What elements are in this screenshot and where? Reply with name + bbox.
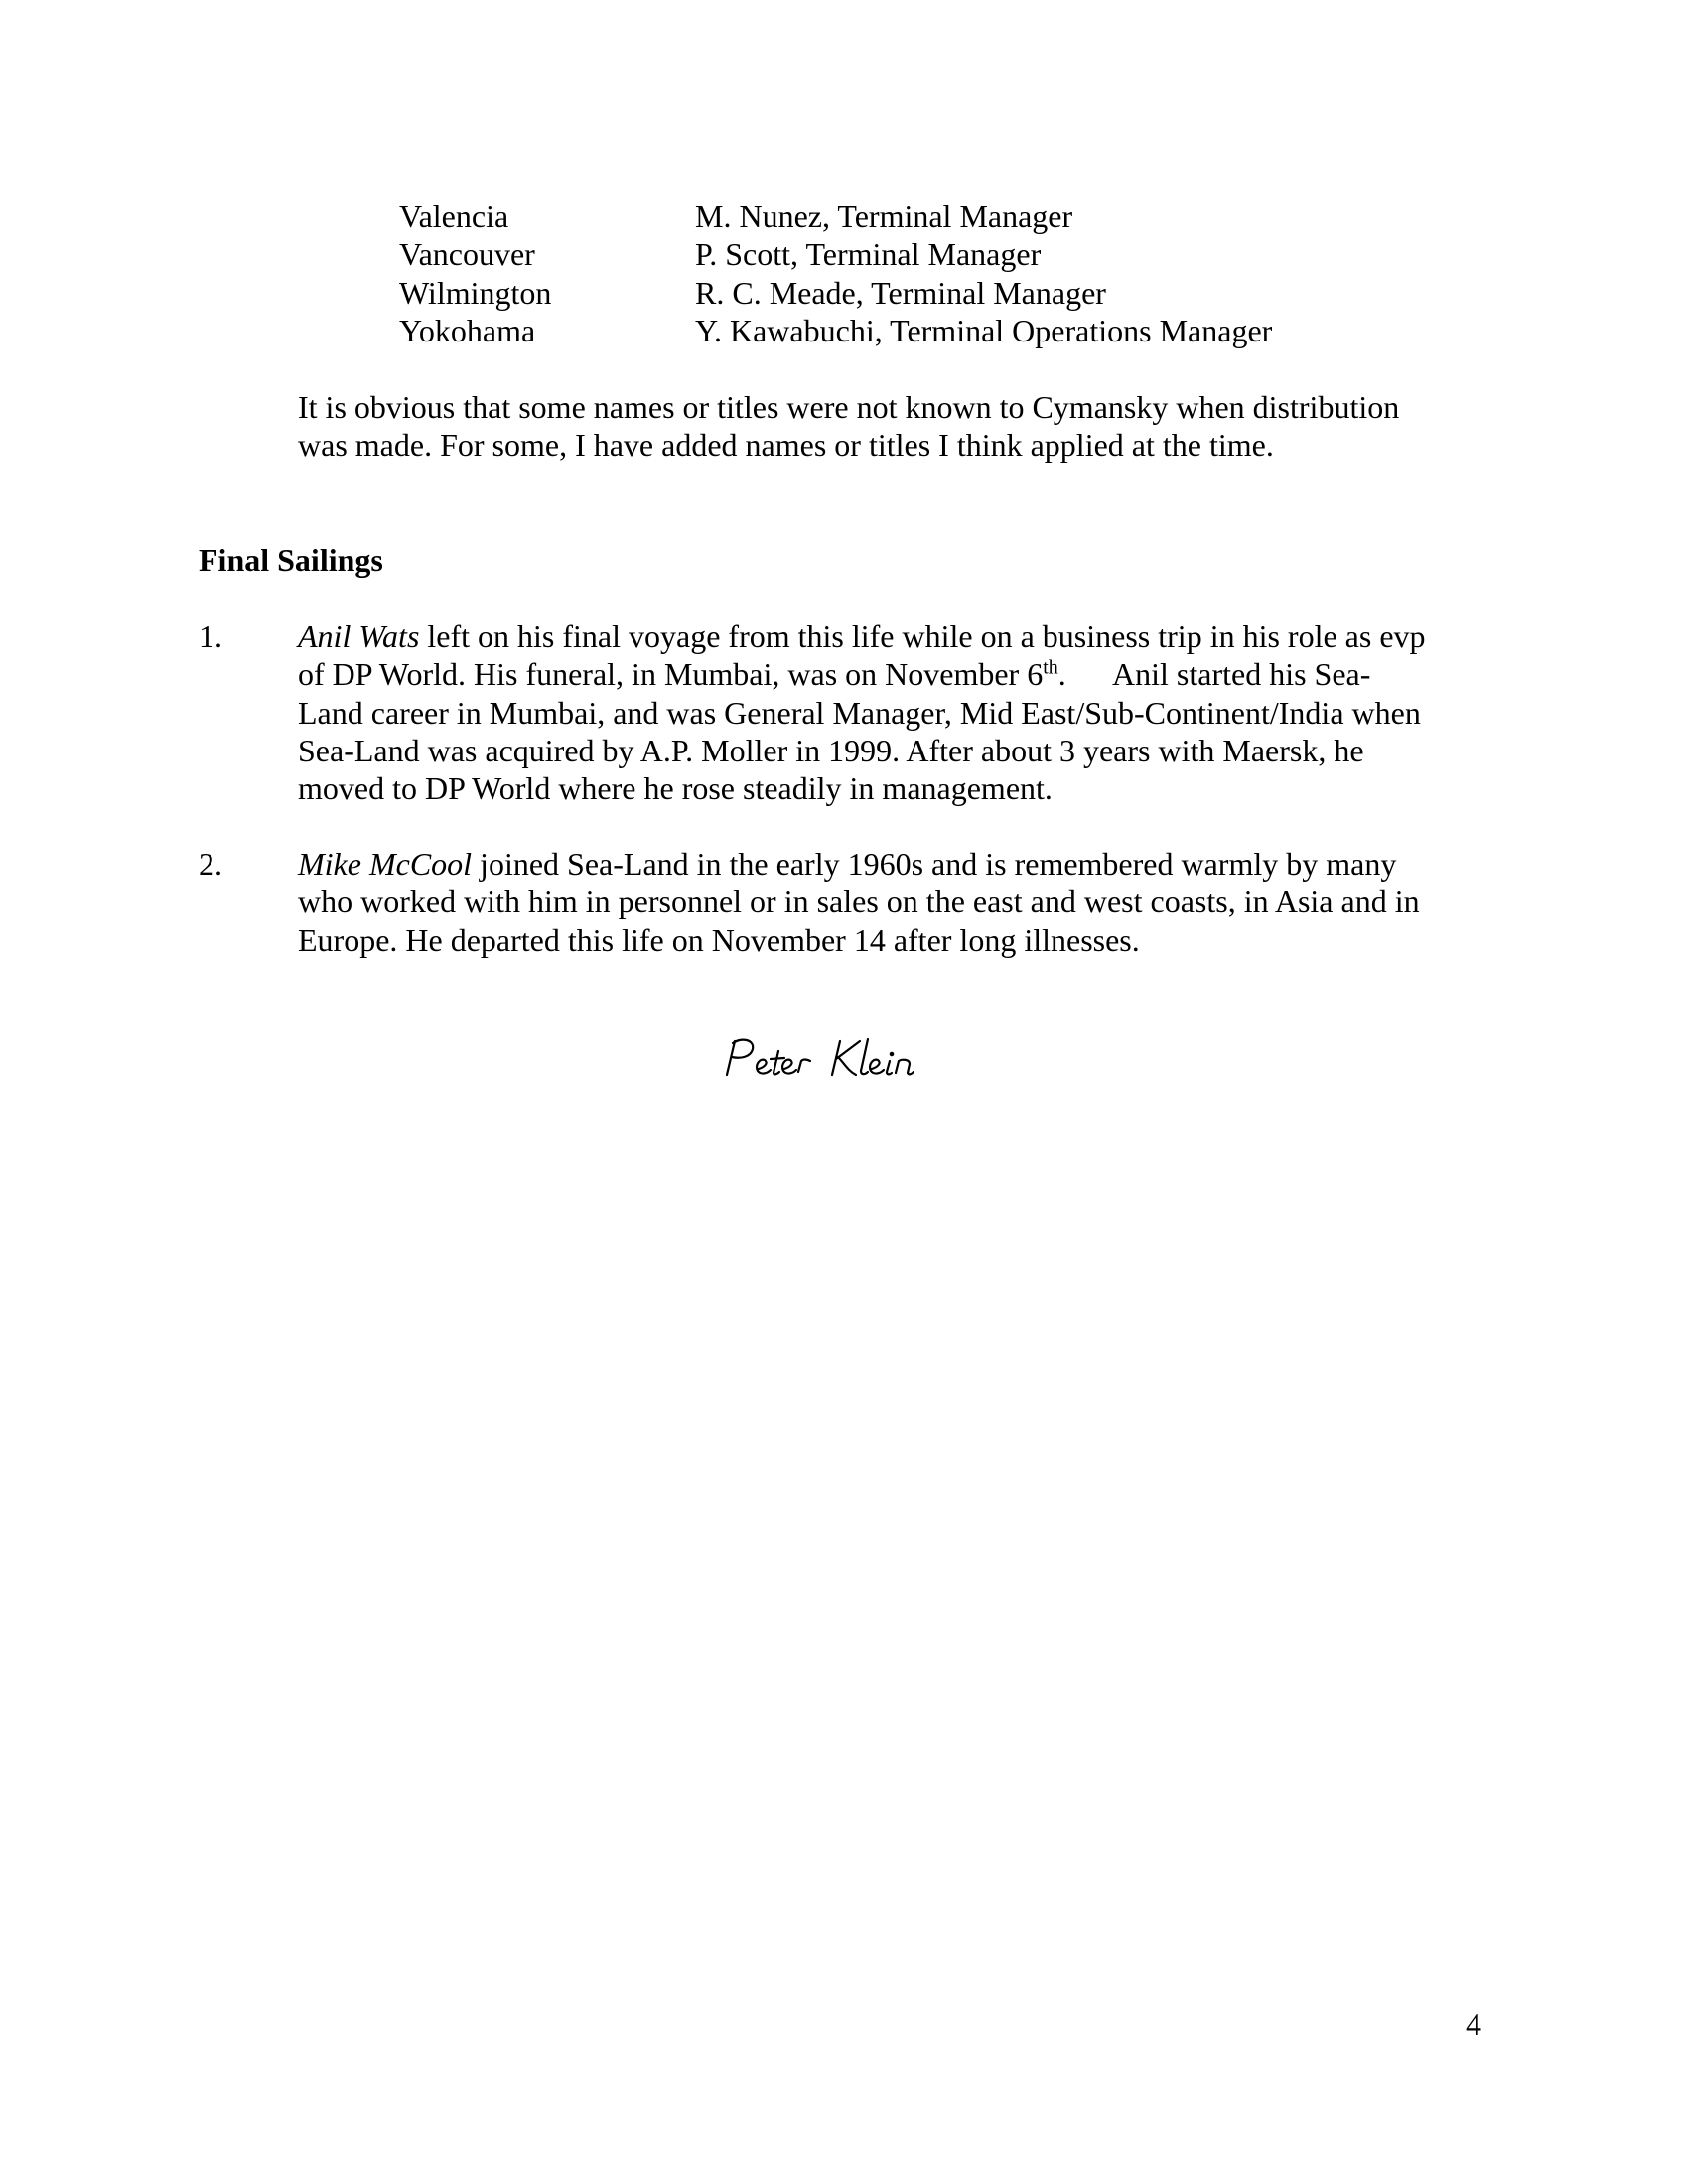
item-line: Sea-Land was acquired by A.P. Moller in 1999. After about 3 years with Maersk, he: [298, 732, 1364, 768]
distribution-city: Valencia: [399, 199, 509, 234]
item-line: Land career in Mumbai, and was General Manager, Mid East/Sub-Continent/India when: [298, 694, 1421, 731]
section-heading: Final Sailings: [199, 542, 383, 578]
handwritten-signature: [719, 1033, 977, 1083]
item-line: moved to DP World where he rose steadily in management.: [298, 770, 1053, 807]
person-name: Mike McCool: [298, 846, 473, 882]
item-number: 2.: [199, 846, 222, 882]
distribution-city: Vancouver: [399, 236, 535, 273]
item-line: who worked with him in personnel or in sales on the east and west coasts, in Asia and in: [298, 884, 1420, 920]
item-number: 1.: [199, 618, 222, 654]
distribution-person: M. Nunez, Terminal Manager: [695, 199, 1073, 234]
distribution-person: Y. Kawabuchi, Terminal Operations Manager: [695, 312, 1273, 348]
distribution-city: Yokohama: [399, 312, 536, 348]
note-line: It is obvious that some names or titles were not known to Cymansky when distribution: [298, 389, 1400, 425]
person-name: Anil Wats: [298, 618, 420, 654]
distribution-city: Wilmington: [399, 274, 552, 311]
item-line: Europe. He departed this life on November 14 after long illnesses.: [298, 921, 1140, 958]
distribution-row: [399, 235, 1392, 273]
distribution-list: [399, 198, 1392, 349]
distribution-row: [399, 312, 1392, 349]
ordinal-suffix: th: [1043, 656, 1058, 679]
distribution-person: R. C. Meade, Terminal Manager: [695, 274, 1106, 311]
distribution-note: [298, 388, 1489, 464]
item-line-text: . Anil started his Sea-: [1057, 656, 1371, 693]
item-text: [298, 845, 1489, 959]
page-number: 4: [1466, 2006, 1481, 2042]
item-line-text: of DP World. His funeral, in Mumbai, was on November 6: [298, 656, 1044, 693]
item-line: [298, 617, 1489, 655]
distribution-person: P. Scott, Terminal Manager: [695, 236, 1042, 273]
distribution-row: [399, 198, 1392, 235]
distribution-row: [399, 274, 1392, 312]
item-line: [298, 655, 1489, 693]
item-line-text: joined Sea-Land in the early 1960s and is remembered warmly by many: [472, 846, 1397, 882]
item-text: [298, 617, 1489, 807]
item-line: [298, 845, 1489, 883]
note-line: was made. For some, I have added names or titles I think applied at the time.: [298, 427, 1274, 463]
item-line-text: left on his final voyage from this life while on a business trip in his role as evp: [419, 618, 1426, 654]
